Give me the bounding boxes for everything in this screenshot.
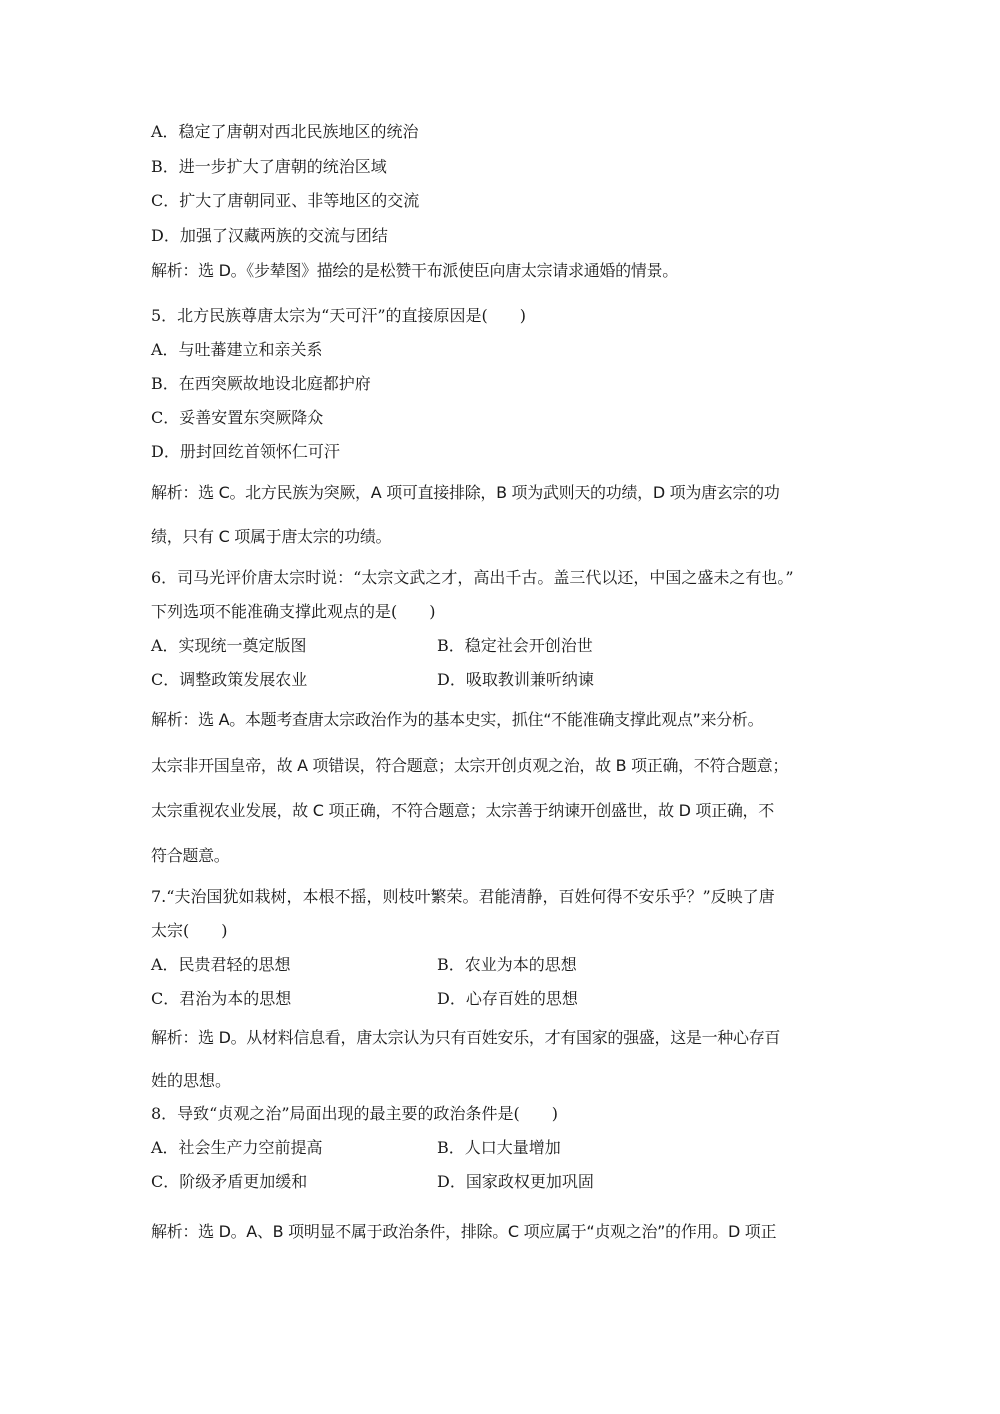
q7-analysis-line-1: 解析：选 D。从材料信息看，唐太宗认为只有百姓安乐，才有国家的强盛，这是一种心存百 [151,1028,781,1047]
q7-option-b: B．农业为本的思想 [437,955,577,974]
q6-option-a: A．实现统一奠定版图 [151,636,307,655]
q7-stem-line-1: 7.“夫治国犹如栽树，本根不摇，则枝叶繁荣。君能清静，百姓何得不安乐乎？”反映了唐 [151,887,775,906]
q6-option-d: D．吸取教训兼听纳谏 [437,670,594,689]
q5-option-d: D．册封回纥首领怀仁可汗 [151,442,340,461]
q5-analysis-line-2: 绩，只有 C 项属于唐太宗的功绩。 [151,527,392,546]
q7-option-d: D．心存百姓的思想 [437,989,578,1008]
q6-analysis-line-2: 太宗非开国皇帝，故 A 项错误，符合题意；太宗开创贞观之治，故 B 项正确，不符合题意； [151,756,789,775]
q6-option-c: C．调整政策发展农业 [151,670,308,689]
q7-option-c: C．君治为本的思想 [151,989,292,1008]
q6-analysis-line-1: 解析：选 A。本题考查唐太宗政治作为的基本史实，抓住“不能准确支撑此观点”来分析。 [151,710,764,729]
q5-stem: 5．北方民族尊唐太宗为“天可汗”的直接原因是( ) [151,306,527,325]
q4-option-b: B．进一步扩大了唐朝的统治区域 [151,157,387,176]
q4-analysis: 解析：选 D。《步辇图》描绘的是松赞干布派使臣向唐太宗请求通婚的情景。 [151,261,678,280]
q4-option-a: A．稳定了唐朝对西北民族地区的统治 [151,122,419,141]
q6-stem-line-2: 下列选项不能准确支撑此观点的是( ) [151,602,436,621]
q7-analysis-line-2: 姓的思想。 [151,1071,232,1090]
q7-stem-line-2: 太宗( ) [151,921,228,940]
q6-stem-line-1: 6．司马光评价唐太宗时说：“太宗文武之才，高出千古。盖三代以还，中国之盛未之有也。” [151,568,794,587]
q5-option-a: A．与吐蕃建立和亲关系 [151,340,323,359]
q6-option-b: B．稳定社会开创治世 [437,636,593,655]
q5-analysis-line-1: 解析：选 C。北方民族为突厥，A 项可直接排除，B 项为武则天的功绩，D 项为唐玄宗的功 [151,483,780,502]
q4-option-c: C．扩大了唐朝同亚、非等地区的交流 [151,191,420,210]
q8-option-b: B．人口大量增加 [437,1138,561,1157]
q7-option-a: A．民贵君轻的思想 [151,955,291,974]
q5-option-b: B．在西突厥故地设北庭都护府 [151,374,371,393]
q8-stem: 8．导致“贞观之治”局面出现的最主要的政治条件是( ) [151,1104,559,1123]
q4-option-d: D．加强了汉藏两族的交流与团结 [151,226,388,245]
q5-option-c: C．妥善安置东突厥降众 [151,408,324,427]
q6-analysis-line-3: 太宗重视农业发展，故 C 项正确，不符合题意；太宗善于纳谏开创盛世，故 D 项正确，不 [151,801,774,820]
q8-option-c: C．阶级矛盾更加缓和 [151,1172,308,1191]
q8-option-d: D．国家政权更加巩固 [437,1172,594,1191]
q8-option-a: A．社会生产力空前提高 [151,1138,323,1157]
q8-analysis: 解析：选 D。A、B 项明显不属于政治条件，排除。C 项应属于“贞观之治”的作用。D 项正 [151,1222,777,1241]
q6-analysis-line-4: 符合题意。 [151,846,230,865]
